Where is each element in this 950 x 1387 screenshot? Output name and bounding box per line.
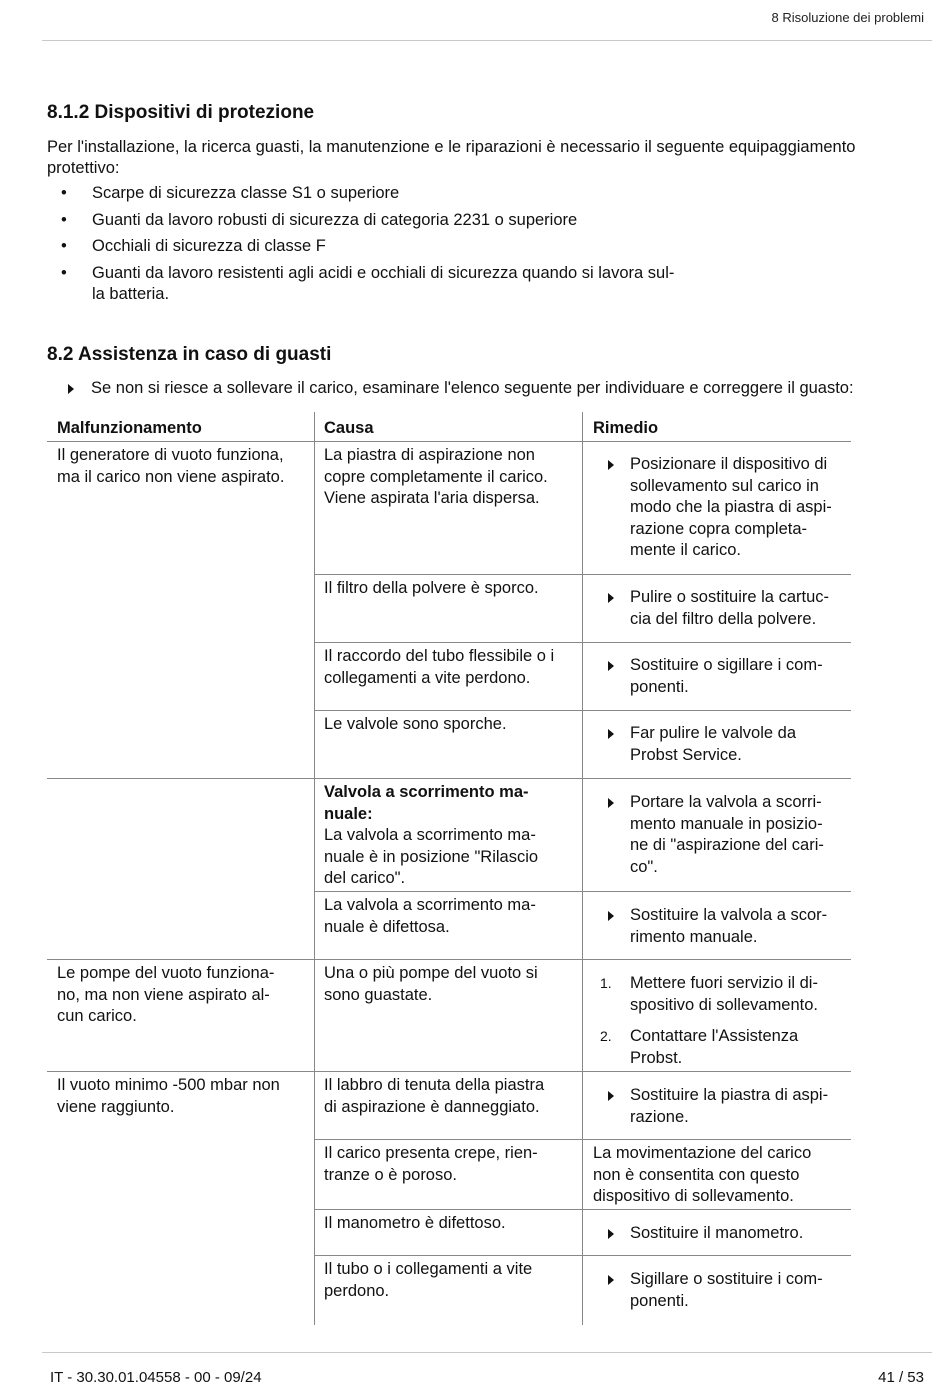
list-item: • Guanti da lavoro resistenti agli acidi e occhiali di sicurezza quando si lavora sul- la batteria. [61,263,675,303]
arrow-right-icon [608,1091,614,1101]
list-item: • Guanti da lavoro robusti di sicurezza di categoria 2231 o superiore [47,210,767,232]
instruction-text: Se non si riesce a sollevare il carico, esaminare l'elenco seguente per individuare e correggere il guasto: [91,379,854,397]
cause-cell: Il carico presenta crepe, rien- tranze o è poroso. [324,1144,538,1184]
cause-cell: La piastra di aspirazione non copre completamente il carico. Viene aspirata l'aria dispersa. [324,446,548,507]
remedy-cell: Sostituire la valvola a scor- rimento manuale. [630,905,827,948]
fault-cell: Le pompe del vuoto funziona- no, ma non viene aspirato al- cun carico. [57,964,275,1025]
protective-equipment-list [47,183,767,311]
cause-cell: Il tubo o i collegamenti a vite perdono. [324,1260,533,1300]
row-divider [47,959,851,960]
list-item: • Occhiali di sicurezza di classe F [47,236,767,258]
arrow-right-icon [608,911,614,921]
row-divider [47,1071,851,1072]
fault-cell: Il vuoto minimo -500 mbar non viene raggiunto. [57,1076,280,1116]
column-divider [314,412,315,1325]
running-head: 8 Risoluzione dei problemi [771,10,924,25]
bullet-icon: • [61,237,67,255]
row-divider [314,574,851,575]
row-divider [47,778,851,779]
remedy-step-1: 1. Mettere fuori servizio il di- spositivo di sollevamento. [600,974,819,1014]
header-rule [47,441,851,442]
list-item: • Scarpe di sicurezza classe S1 o superiore [47,183,767,205]
column-divider [582,412,583,1325]
remedy-cell: Posizionare il dispositivo di sollevamento sul carico in modo che la piastra di aspi- razione copra completa- mente il carico. [630,454,832,562]
footer-rule [42,1352,932,1353]
remedy-cell: Sostituire il manometro. [630,1223,803,1245]
row-divider [314,642,851,643]
arrow-right-icon [608,460,614,470]
cause-cell: Le valvole sono sporche. [324,715,507,733]
cause-cell: Il labbro di tenuta della piastra di aspirazione è danneggiato. [324,1076,545,1116]
step-number: 2. [600,1028,612,1044]
header-malfunzionamento: Malfunzionamento [57,419,202,437]
arrow-right-icon [608,1229,614,1239]
row-divider [314,1255,851,1256]
instruction-step [64,378,854,400]
remedy-cell: La movimentazione del carico non è consentita con questo dispositivo di sollevamento. [593,1144,812,1205]
intro-line-1: Per l'installazione, la ricerca guasti, la manutenzione e le riparazioni è necessario il seguente equipaggiamento [47,138,856,156]
cause-cell: Il manometro è difettoso. [324,1214,506,1232]
cause-cell: Il raccordo del tubo flessibile o i collegamenti a vite perdono. [324,647,555,687]
row-divider [314,710,851,711]
remedy-cell: Sostituire o sigillare i com- ponenti. [630,655,823,698]
bullet-icon: • [61,210,67,229]
remedy-step-2: 2. Contattare l'Assistenza Probst. [600,1027,799,1067]
fault-cell: Il generatore di vuoto funziona, ma il carico non viene aspirato. [57,446,285,486]
arrow-right-icon [608,1275,614,1285]
arrow-right-icon [608,661,614,671]
remedy-cell: Pulire o sostituire la cartuc- cia del filtro della polvere. [630,587,829,630]
cause-cell: Il filtro della polvere è sporco. [324,579,539,597]
remedy-cell: Portare la valvola a scorri- mento manuale in posizio- ne di "aspirazione del cari- co". [630,792,824,878]
row-divider [314,1139,851,1140]
cause-cell: Una o più pompe del vuoto si sono guastate. [324,964,538,1004]
document-id: IT - 30.30.01.04558 - 00 - 09/24 [50,1369,262,1386]
remedy-cell: Sostituire la piastra di aspi- razione. [630,1085,828,1128]
arrow-right-icon [68,384,74,394]
header-rule [42,40,932,41]
section-title-8-2: 8.2 Assistenza in caso di guasti [47,344,332,365]
row-divider [314,891,851,892]
arrow-right-icon [608,593,614,603]
intro-line-2: protettivo: [47,159,120,177]
section-title-8-1-2: 8.1.2 Dispositivi di protezione [47,102,315,123]
bullet-icon: • [61,184,67,202]
remedy-cell: Sigillare o sostituire i com- ponenti. [630,1269,823,1312]
row-divider [314,1209,851,1210]
header-rimedio: Rimedio [593,419,659,437]
header-causa: Causa [324,419,374,437]
bullet-icon: • [61,263,67,282]
arrow-right-icon [608,729,614,739]
cause-cell: La valvola a scorrimento ma- nuale è difettosa. [324,896,536,936]
remedy-cell: Far pulire le valvole da Probst Service. [630,723,796,766]
step-number: 1. [600,975,612,991]
page-number: 41 / 53 [878,1369,924,1386]
arrow-right-icon [608,798,614,808]
cause-cell: Valvola a scorrimento ma- nuale: La valvola a scorrimento ma- nuale è in posizione "Rilascio del carico". [324,783,539,887]
